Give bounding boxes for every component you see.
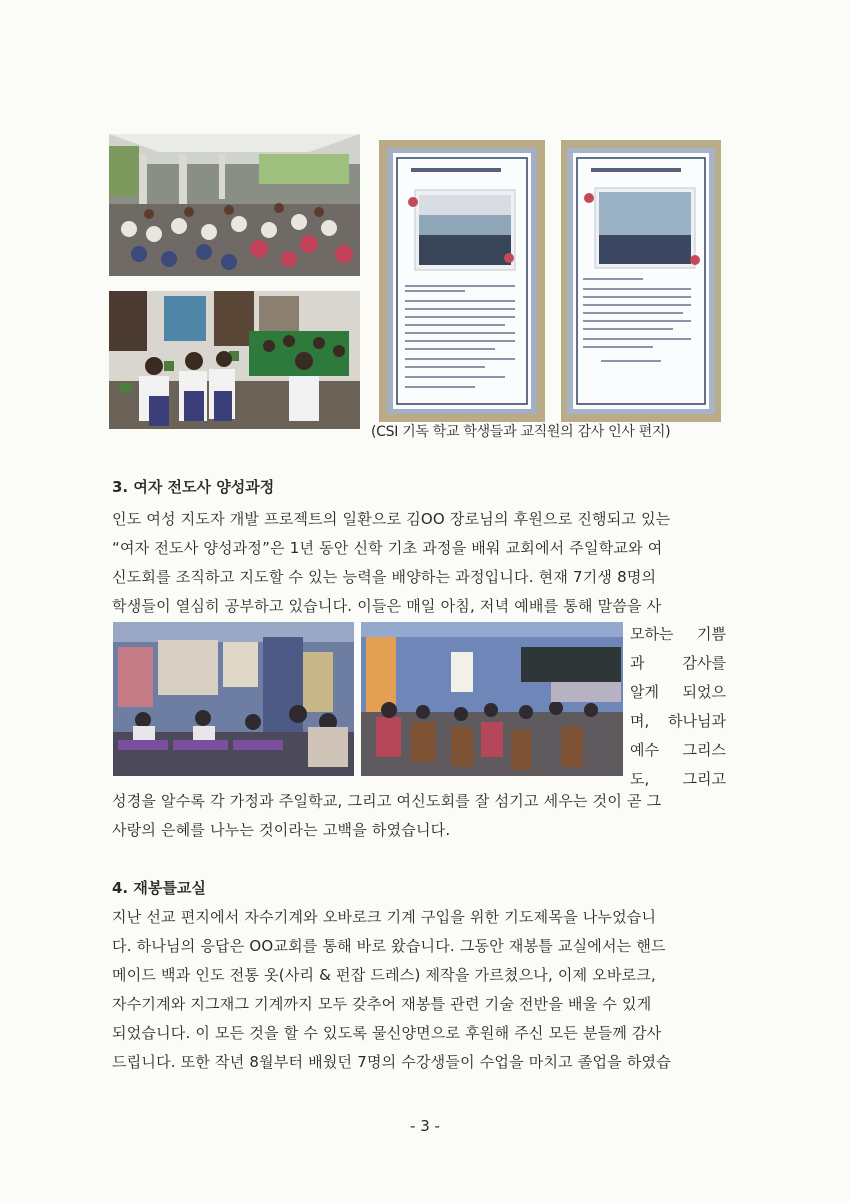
text-line: 알게 되었으: [630, 683, 726, 701]
text-line: “여자 전도사 양성과정”은 1년 동안 신학 기초 과정을 배워 교회에서 주일학교와 여: [112, 539, 663, 557]
text-line: 도, 그리고: [630, 770, 726, 788]
text-line: 사랑의 은혜를 나누는 것이라는 고백을 하였습니다.: [112, 821, 451, 839]
text-line: 되었습니다. 이 모든 것을 할 수 있도록 물신양면으로 후원해 주신 모든 분들께 감사: [112, 1024, 662, 1042]
text-line: 드립니다. 또한 작년 8월부터 배웠던 7명의 수강생들이 수업을 마치고 졸업을 하였습: [112, 1053, 671, 1071]
photo-thank-you-letter-2: [561, 140, 721, 422]
text-line: 성경을 알수록 각 가정과 주일학교, 그리고 여신도회를 잘 섬기고 세우는 것이 곧 그: [112, 792, 662, 810]
section-3-paragraph: [112, 505, 726, 621]
text-line: 지난 선교 편지에서 자수기계와 오바로크 기계 구입을 위한 기도제목을 나누었습니: [112, 908, 657, 926]
text-line: 과 감사를: [630, 654, 726, 672]
text-line: 다. 하나님의 응답은 OO교회를 통해 바로 왔습니다. 그동안 재봉틀 교실에서는 핸드: [112, 937, 666, 955]
text-line: 신도회를 조직하고 지도할 수 있는 능력을 배양하는 과정입니다. 현재 7기생 8명의: [112, 568, 657, 586]
photo-students-hall: [109, 134, 360, 276]
section-3-paragraph-tail: [112, 787, 726, 845]
page-number: - 3 -: [410, 1117, 440, 1135]
text-line: 메이드 백과 인도 전통 옷(사리 & 펀잡 드레스) 제작을 가르쳤으나, 이제 오바로크,: [112, 966, 656, 984]
photo-classroom-2: [361, 622, 623, 776]
text-line: 인도 여성 지도자 개발 프로젝트의 일환으로 김OO 장로님의 후원으로 진행되고 있는: [112, 510, 671, 528]
photo-thank-you-letter-1: [379, 140, 545, 422]
photo-caption: (CSI 기독 학교 학생들과 교직원의 감사 인사 편지): [371, 424, 671, 440]
section-4-heading: 4. 재봉틀교실: [112, 879, 206, 897]
photo-students-cards: [109, 291, 360, 429]
photo-classroom-1: [113, 622, 354, 776]
section-4-paragraph: [112, 903, 726, 1077]
text-line: 며, 하나님과: [630, 712, 726, 730]
section-3-wrap-text: [630, 620, 726, 794]
text-line: 예수 그리스: [630, 741, 726, 759]
text-line: 자수기계와 지그재그 기계까지 모두 갖추어 재봉틀 관련 기술 전반을 배울 수 있게: [112, 995, 652, 1013]
section-3-heading: 3. 여자 전도사 양성과정: [112, 478, 275, 496]
text-line: 모하는 기쁨: [630, 625, 726, 643]
text-line: 학생들이 열심히 공부하고 있습니다. 이들은 매일 아침, 저녁 예배를 통해 말씀을 사: [112, 597, 662, 615]
